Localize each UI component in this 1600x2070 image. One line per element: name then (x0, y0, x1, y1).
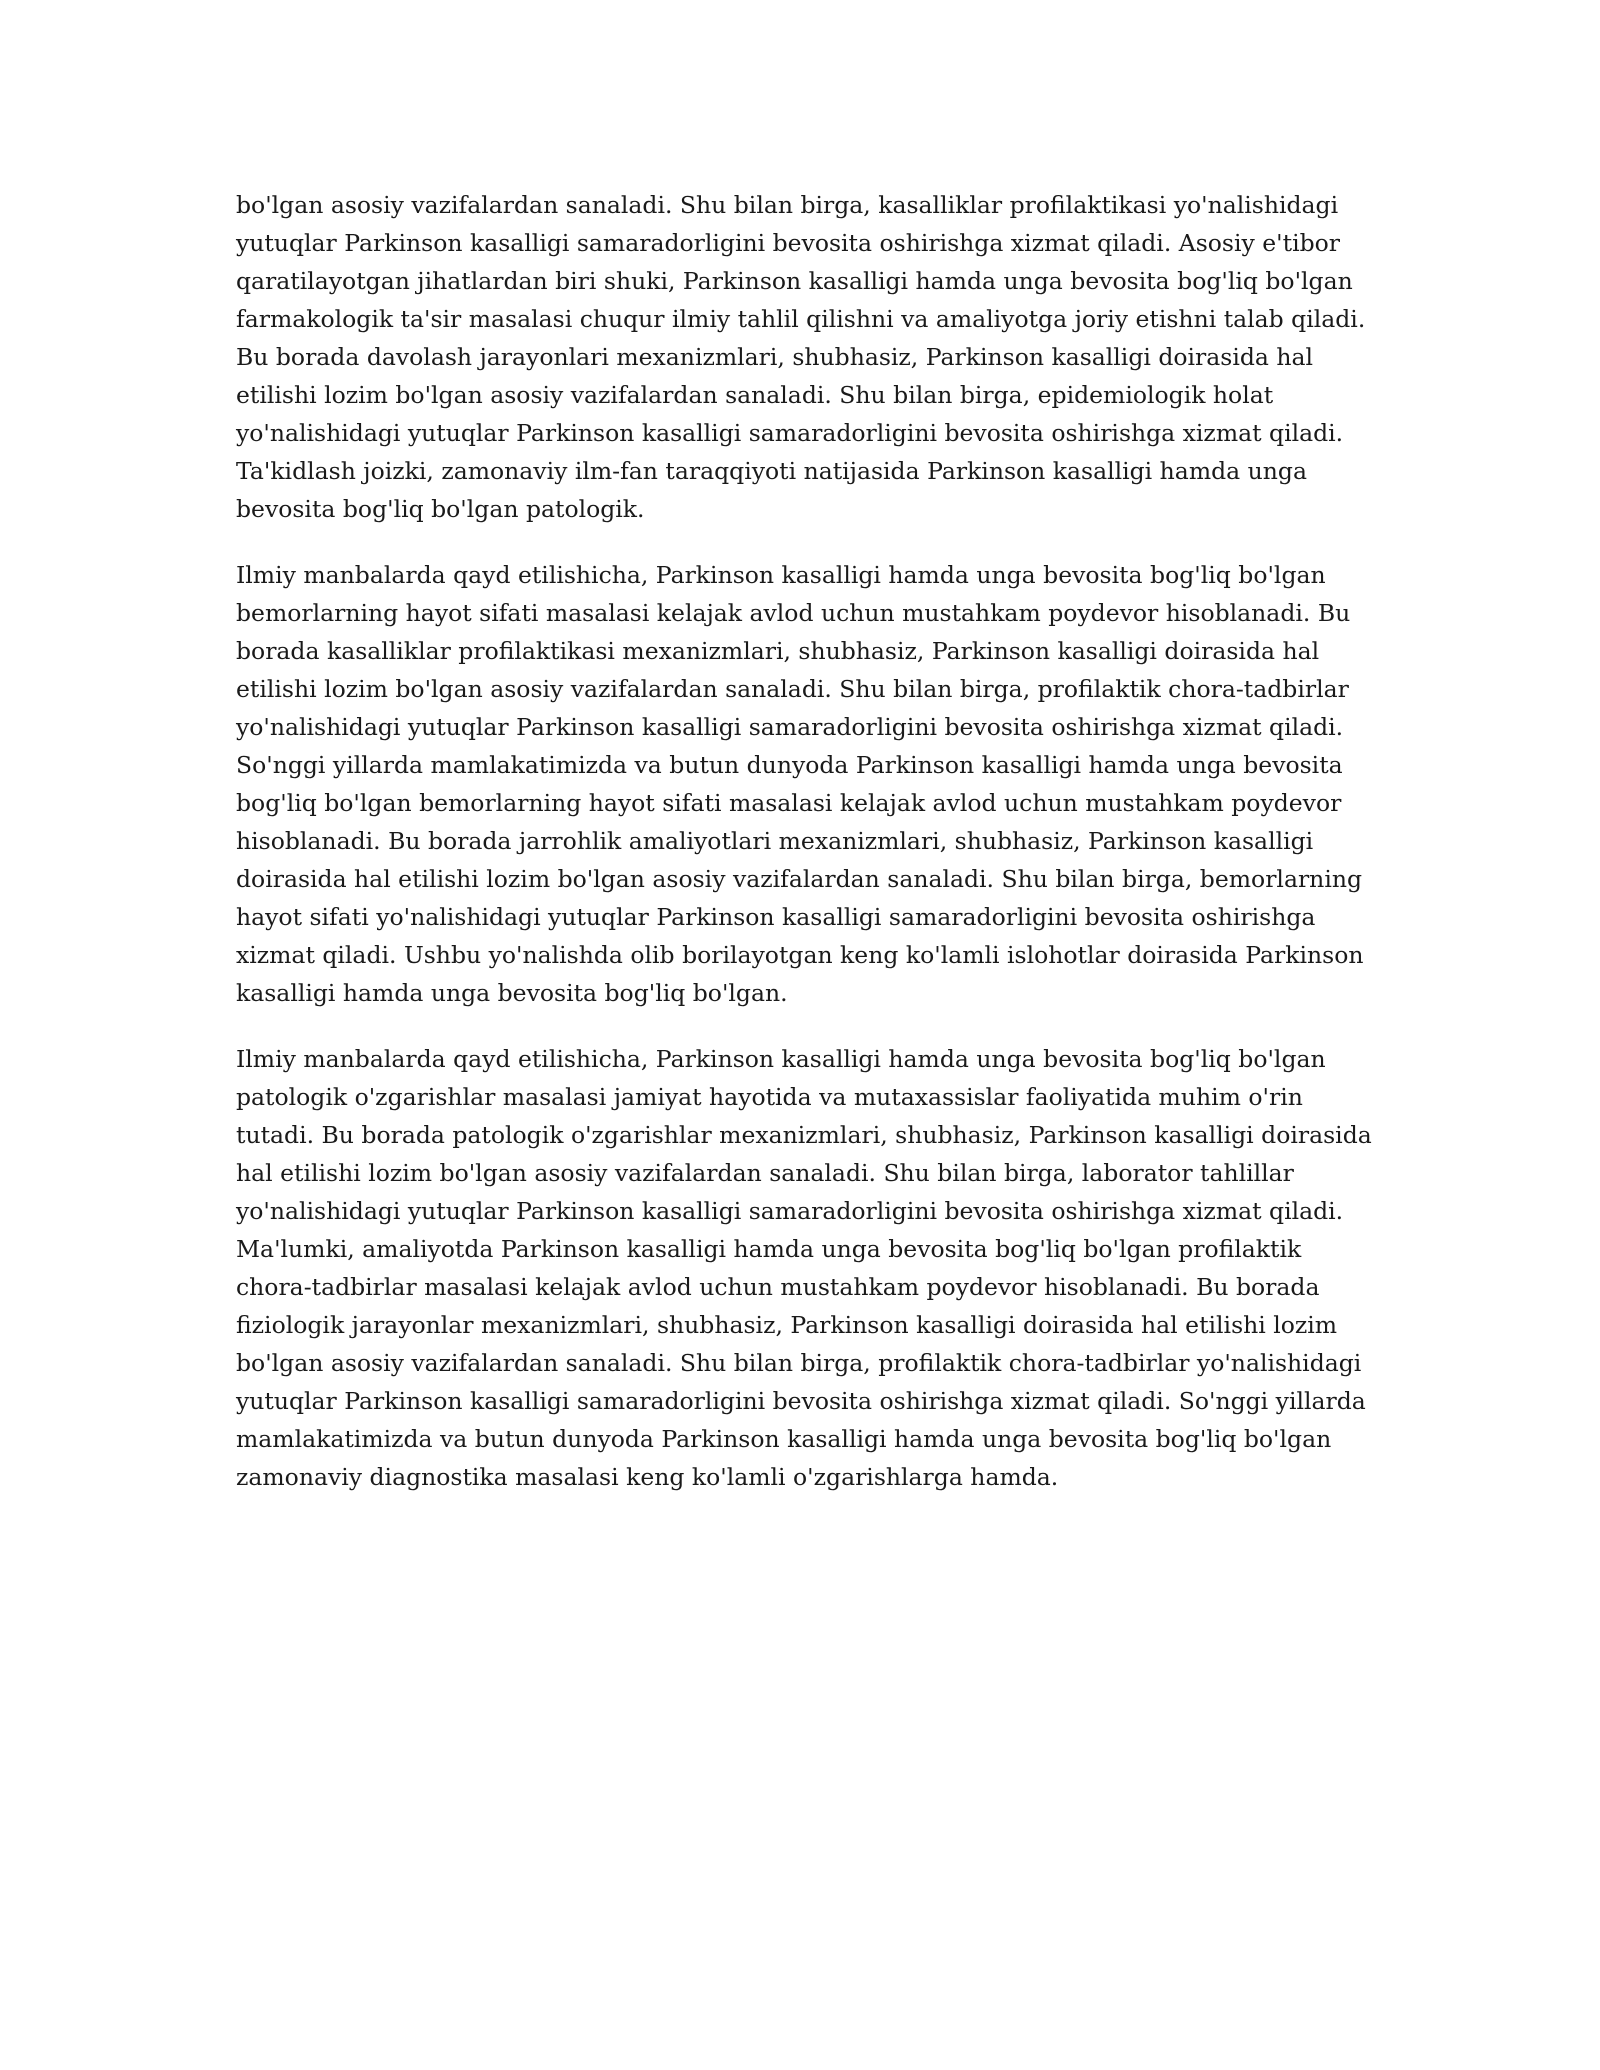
paragraph-1 (236, 186, 1366, 528)
document-body (236, 186, 1372, 1524)
text-line: Ilmiy manbalarda qayd etilishicha, Parkinson kasalligi hamda unga bevosita bog'liq bo'lgan (236, 1045, 1326, 1073)
text-line: bo'lgan asosiy vazifalardan sanaladi. Shu bilan birga, kasalliklar profilaktikasi yo'nalishidagi (236, 191, 1339, 219)
text-line: etilishi lozim bo'lgan asosiy vazifalardan sanaladi. Shu bilan birga, epidemiologik holat (236, 381, 1274, 409)
text-line: tutadi. Bu borada patologik o'zgarishlar mexanizmlari, shubhasiz, Parkinson kasalligi doirasida (236, 1121, 1372, 1149)
text-line: Ilmiy manbalarda qayd etilishicha, Parkinson kasalligi hamda unga bevosita bog'liq bo'lgan (236, 561, 1326, 589)
text-line: Ma'lumki, amaliyotda Parkinson kasalligi hamda unga bevosita bog'liq bo'lgan profilaktik (236, 1235, 1302, 1263)
text-line: bevosita bog'liq bo'lgan patologik. (236, 495, 645, 523)
text-line: hayot sifati yo'nalishidagi yutuqlar Parkinson kasalligi samaradorligini bevosita oshirishga (236, 903, 1316, 931)
text-line: yo'nalishidagi yutuqlar Parkinson kasalligi samaradorligini bevosita oshirishga xizmat qiladi. (236, 713, 1344, 741)
text-line: doirasida hal etilishi lozim bo'lgan asosiy vazifalardan sanaladi. Shu bilan birga, bemorlarning (236, 865, 1363, 893)
text-line: kasalligi hamda unga bevosita bog'liq bo'lgan. (236, 979, 788, 1007)
text-line: borada kasalliklar profilaktikasi mexanizmlari, shubhasiz, Parkinson kasalligi doirasida hal (236, 637, 1320, 665)
text-line: bemorlarning hayot sifati masalasi kelajak avlod uchun mustahkam poydevor hisoblanadi. Bu (236, 599, 1351, 627)
text-line: Bu borada davolash jarayonlari mexanizmlari, shubhasiz, Parkinson kasalligi doirasida hal (236, 343, 1314, 371)
text-line: yo'nalishidagi yutuqlar Parkinson kasalligi samaradorligini bevosita oshirishga xizmat qiladi. (236, 1197, 1344, 1225)
text-line: bog'liq bo'lgan bemorlarning hayot sifati masalasi kelajak avlod uchun mustahkam poydevor (236, 789, 1342, 817)
text-line: qaratilayotgan jihatlardan biri shuki, Parkinson kasalligi hamda unga bevosita bog'liq bo'lgan (236, 267, 1353, 295)
text-line: xizmat qiladi. Ushbu yo'nalishda olib borilayotgan keng ko'lamli islohotlar doirasida Parkinson (236, 941, 1364, 969)
text-line: chora-tadbirlar masalasi kelajak avlod uchun mustahkam poydevor hisoblanadi. Bu borada (236, 1273, 1320, 1301)
text-line: etilishi lozim bo'lgan asosiy vazifalardan sanaladi. Shu bilan birga, profilaktik chora-tadbirlar (236, 675, 1349, 703)
paragraph-3 (236, 1040, 1372, 1496)
text-line: yo'nalishidagi yutuqlar Parkinson kasalligi samaradorligini bevosita oshirishga xizmat qiladi. (236, 419, 1344, 447)
text-line: yutuqlar Parkinson kasalligi samaradorligini bevosita oshirishga xizmat qiladi. So'nggi yillarda (236, 1387, 1366, 1415)
text-line: So'nggi yillarda mamlakatimizda va butun dunyoda Parkinson kasalligi hamda unga bevosita (236, 751, 1343, 779)
text-line: farmakologik ta'sir masalasi chuqur ilmiy tahlil qilishni va amaliyotga joriy etishni talab qiladi. (236, 305, 1366, 333)
text-line: hal etilishi lozim bo'lgan asosiy vazifalardan sanaladi. Shu bilan birga, laborator tahlillar (236, 1159, 1294, 1187)
text-line: bo'lgan asosiy vazifalardan sanaladi. Shu bilan birga, profilaktik chora-tadbirlar yo'nalishidagi (236, 1349, 1362, 1377)
text-line: hisoblanadi. Bu borada jarrohlik amaliyotlari mexanizmlari, shubhasiz, Parkinson kasalligi (236, 827, 1314, 855)
text-line: patologik o'zgarishlar masalasi jamiyat hayotida va mutaxassislar faoliyatida muhim o'rin (236, 1083, 1303, 1111)
text-line: yutuqlar Parkinson kasalligi samaradorligini bevosita oshirishga xizmat qiladi. Asosiy e'tibor (236, 229, 1341, 257)
text-line: fiziologik jarayonlar mexanizmlari, shubhasiz, Parkinson kasalligi doirasida hal etilishi lozim (236, 1311, 1338, 1339)
text-line: Ta'kidlash joizki, zamonaviy ilm-fan taraqqiyoti natijasida Parkinson kasalligi hamda unga (236, 457, 1307, 485)
text-line: mamlakatimizda va butun dunyoda Parkinson kasalligi hamda unga bevosita bog'liq bo'lgan (236, 1425, 1332, 1453)
text-line: zamonaviy diagnostika masalasi keng ko'lamli o'zgarishlarga hamda. (236, 1463, 1059, 1491)
paragraph-2 (236, 556, 1366, 1012)
